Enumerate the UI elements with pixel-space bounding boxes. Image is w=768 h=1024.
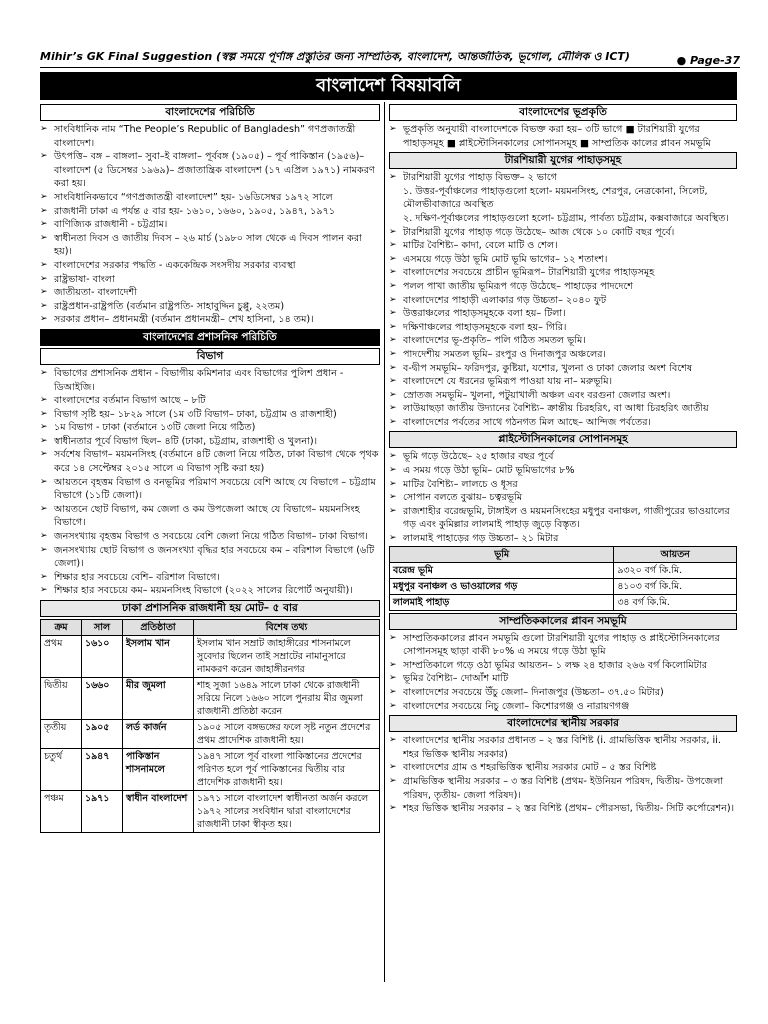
list-item: ➢ বিভাগ সৃষ্টি হয়– ১৮২৯ সালে (১ম ৩টি বিভাগ– ঢাকা, চট্টগ্রাম ও রাজশাহী)	[40, 408, 380, 422]
left-column	[40, 102, 380, 833]
table-cell: মধুপুর বনাঞ্চল ও ভাওয়ালের গড়	[390, 578, 614, 594]
table-header-row	[390, 546, 737, 562]
header-title: Mihir’s GK Final Suggestion (স্বল্প সময়ে পূর্ণাঙ্গ প্রস্তুতির জন্য সাম্প্রতিক, বাংলাদেশ, আন্তর্জাতিক, ভূগোল, মৌলিক ও ICT)	[40, 51, 630, 63]
list-item: ➢ গ্রামভিত্তিক স্থানীয় সরকার – ৩ স্তর বিশিষ্ট (প্রথম- ইউনিয়ন পরিষদ, দ্বিতীয়- উপজেলা পরিষদ, তৃতীয়- জেলা পরিষদ)।	[389, 775, 737, 802]
table-cell: স্বাধীন বাংলাদেশ	[123, 791, 194, 833]
list-item: ➢ ভূপ্রকৃতি অনুযায়ী বাংলাদেশকে বিভক্ত করা হয়– ৩টি ভাগে ■ টারশিয়ারী যুগের পাহাড়সমূহ ■ প্লাইস্টোসিনকালের সোপানসমূহ ■ সাম্প্রতিক কালের প্লাবন সমভূমি	[389, 123, 737, 150]
list-item: ➢ আয়তনে ছোট বিভাগ, কম জেলা ও কম উপজেলা আছে যে বিভাগে– ময়মনসিংহ বিভাগে।	[40, 503, 380, 530]
list-item: ➢ শিক্ষার হার সবচেয়ে কম– ময়মনসিংহ বিভাগে (২০২২ সালের রিপোর্ট অনুযায়ী)।	[40, 584, 380, 598]
list-item: ➢ মাটির বৈশিষ্ট্য– লালচে ও ধূসর	[389, 478, 737, 492]
table-row	[41, 791, 380, 833]
list-item: ➢ সাংবিধানিকভাবে “গণপ্রজাতন্ত্রী বাংলাদেশ” হয়- ১৬ডিসেম্বর ১৯৭২ সালে	[40, 191, 380, 205]
list-item: ➢ লালমাই পাহাড়ের গড় উচ্চতা– ২১ মিটার	[389, 532, 737, 546]
list-item: ➢ সর্বশেষ বিভাগ– ময়মনসিংহ (বর্তমানে ৪টি জেলা নিয়ে গঠিত, ঢাকা বিভাগ থেকে পৃথক করে ১৪ সেপ্টেম্বর ২০১৫ সালে এ বিভাগ সৃষ্টি করা হয়)	[40, 448, 380, 475]
list-item: ➢ সাম্প্রতিকালে গড়ে ওঠা ভূমির আয়তন– ১ লক্ষ ২৪ হাজার ২৬৬ বর্গ কিলোমিটার	[389, 659, 737, 673]
list-item: ➢ আয়তনে বৃহত্তম বিভাগ ও বনভূমির পরিমাণ সবচেয়ে বেশি আছে যে বিভাগে – চট্টগ্রাম বিভাগে (১১টি জেলা)।	[40, 476, 380, 503]
right-sec3-list	[389, 450, 737, 545]
section-subtitle: বিভাগ	[40, 348, 380, 365]
table-cell: ১৬৬০	[82, 678, 123, 720]
list-item: ➢ ব-দ্বীপ সমভূমি– ফরিদপুর, কুষ্টিয়া, যশোর, খুলনা ও ঢাকা জেলার অংশ বিশেষ	[389, 362, 737, 376]
list-item: ➢ বিভাগের প্রশাসনিক প্রধান - বিভাগীয় কমিশনার এবং বিভাগের পুলিশ প্রধান - ডিআইজি।	[40, 367, 380, 394]
list-item: ➢ টারশিয়ারী যুগের পাহাড় বিভক্ত– ২ ভাগে	[389, 171, 737, 185]
table-cell: ১৯৭১	[82, 791, 123, 833]
table-row	[390, 562, 737, 578]
section-title: সাম্প্রতিককালের প্লাবন সমভূমি	[389, 613, 737, 630]
list-item: ➢ জনসংখ্যায় বৃহত্তম বিভাগ ও সবচেয়ে বেশি জেলা নিয়ে গঠিত বিভাগ– ঢাকা বিভাগ।	[40, 530, 380, 544]
main-banner: বাংলাদেশ বিষয়াবলি	[40, 72, 737, 100]
table-cell: ৯৩২০ বর্গ কি.মি.	[614, 562, 737, 578]
list-item: ➢ বাংলাদেশের স্থানীয় সরকার প্রধানত – ২ স্তর বিশিষ্ট (i. গ্রামভিত্তিক স্থানীয় সরকার, ii. শহর ভিত্তিক স্থানীয় সরকার)	[389, 734, 737, 761]
list-item: ➢ বাংলাদেশের সবচেয়ে উঁচু জেলা– দিনাজপুর (উচ্চতা– ৩৭.৫০ মিটার)	[389, 686, 737, 700]
list-item: ➢ স্বাধীনতার পূর্বে বিভাগ ছিল– ৪টি (ঢাকা, চট্টগ্রাম, রাজশাহী ও খুলনা)।	[40, 435, 380, 449]
right-sec1-list	[389, 123, 737, 150]
table-header-row	[41, 620, 380, 636]
list-item: ➢ বাংলাদেশের সরকার পদ্ধতি - এককেন্দ্রিক সংসদীয় সরকার ব্যবস্থা	[40, 259, 380, 273]
table-header: প্রতিষ্ঠাতা	[123, 620, 194, 636]
table-cell: ১৯৭১ সালে বাংলাদেশ স্বাধীনতা অর্জন করলে ১৯৭২ সালের সংবিধান দ্বারা বাংলাদেশের রাজধানী ঢাকা স্বীকৃত হয়।	[194, 791, 380, 833]
list-item: ➢ সরকার প্রধান– প্রধানমন্ত্রী (বর্তমান প্রধানমন্ত্রী– শেখ হাসিনা, ১৪ তম)।	[40, 313, 380, 327]
table-row	[390, 578, 737, 594]
section-title: প্লাইস্টোসিনকালের সোপানসমূহ	[389, 431, 737, 448]
table-cell: দ্বিতীয়	[41, 678, 82, 720]
table-cell: চতুর্থ	[41, 749, 82, 791]
list-item: ➢ জাতীয়তা- বাংলাদেশী	[40, 286, 380, 300]
sub-item: ১. উত্তর-পূর্বাঞ্চলের পাহাড়গুলো হলো- ময়মনসিংহ, শেরপুর, নেত্রকোনা, সিলেট, মৌলভীবাজারে অবস্থিত	[403, 185, 708, 211]
table-row	[41, 678, 380, 720]
column-divider	[384, 102, 385, 982]
table-cell: বরেন্দ্র ভূমি	[390, 562, 614, 578]
list-item: ➢ লাউয়াছড়া জাতীয় উদ্যানের বৈশিষ্ট্য– ক্রান্তীয় চিরহরিৎ, বা আধা চিরহরিৎ জাতীয়	[389, 402, 737, 416]
section-title: বাংলাদেশের স্থানীয় সরকার	[389, 715, 737, 732]
table-header: ক্রম	[41, 620, 82, 636]
list-item: ➢ এ সময় গড়ে উঠা ভূমি– মোট ভূমিভাগের ৮%	[389, 464, 737, 478]
table-header: আয়তন	[614, 546, 737, 562]
list-item: ➢ বাংলাদেশে যে ধরনের ভূমিরূপ পাওয়া যায় না– মরুভূমি।	[389, 375, 737, 389]
list-item: ➢ ১ম বিভাগ - ঢাকা (বর্তমানে ১৩টি জেলা নিয়ে গঠিত)	[40, 421, 380, 435]
left-sec1-list	[40, 123, 380, 327]
list-item: ➢ মাটির বৈশিষ্ট্য– কাদা, বেলে মাটি ও শেল।	[389, 239, 737, 253]
list-item: ➢ ভূমির বৈশিষ্ট্য– দোআঁশ মাটি	[389, 672, 737, 686]
table-cell: তৃতীয়	[41, 720, 82, 749]
list-item: ➢ বাংলাদেশের পাহাড়ী এলাকার গড় উচ্চতা– ২০৪০ ফুট	[389, 294, 737, 308]
table-cell: ১৯৪৭ সালে পূর্ব বাংলা পাকিস্তানের প্রদেশের পরিণত হলে পূর্ব পাকিস্তানের দ্বিতীয় বার প্রাদেশিক রাজধানী হয়।	[194, 749, 380, 791]
list-item: ➢ টারশিয়ারী যুগের পাহাড় গড়ে উঠেছে– আজ থেকে ১০ কোটি বছর পূর্বে।	[389, 226, 737, 240]
table-cell: লালমাই পাহাড়	[390, 594, 614, 610]
list-item: ➢ স্রোতজ সমভূমি– খুলনা, পটুয়াখালী অঞ্চল এবং বরগুনা জেলার অংশ।	[389, 389, 737, 403]
right-sec4-list	[389, 632, 737, 714]
list-item: ➢ বাংলাদেশের সবচেয়ে নিচু জেলা– কিশোরগঞ্জ ও নারায়ণগঞ্জ	[389, 700, 737, 714]
list-item: ➢ সাম্প্রতিককালের প্লাবন সমভূমি গুলো টারশিয়ারী যুগের পাহাড় ও প্লাইস্টোসিনকালের সোপানসমূহ ছাড়া বাকী ৮০% এ সময়ে গড়ে উঠা ভূমি	[389, 632, 737, 659]
table-cell: ১৯৪৭	[82, 749, 123, 791]
table-header: বিশেষ তথ্য	[194, 620, 380, 636]
list-item: ➢ দক্ষিণাঞ্চলের পাহাড়সমূহকে বলা হয়– গিরি।	[389, 321, 737, 335]
section-title: ঢাকা প্রশাসনিক রাজধানী হয় মোট– ৫ বার	[40, 600, 380, 617]
list-item: ➢ রাজধানী ঢাকা এ পর্যন্ত ৫ বার হয়- ১৬১০, ১৬৬০, ১৯০৫, ১৯৪৭, ১৯৭১	[40, 205, 380, 219]
list-item: ➢ বাণিজ্যিক রাজধানী - চট্টগ্রাম।	[40, 218, 380, 232]
table-cell: প্রথম	[41, 636, 82, 678]
table-cell: ১৬১০	[82, 636, 123, 678]
list-item: ➢ জনসংখ্যায় ছোট বিভাগ ও জনসংখ্যা বৃদ্ধির হার সবচেয়ে কম – বরিশাল বিভাগে (৬টি জেলা)।	[40, 544, 380, 571]
table-cell: লর্ড কার্জন	[123, 720, 194, 749]
list-item: ➢ বাংলাদেশের ভূ-প্রকৃতি– পলি গঠিত সমতল ভূমি।	[389, 334, 737, 348]
capital-table	[40, 619, 380, 833]
list-item: ➢ রাজশাহীর বরেন্দ্রভূমি, টাঙ্গাইল ও ময়মনসিংহের মধুপুর বনাঞ্চল, গাজীপুরের ভাওয়ালের গড় এবং কুমিল্লার লালমাই পাহাড় জুড়ে বিস্তৃত।	[389, 505, 737, 532]
section-title: বাংলাদেশের প্রশাসনিক পরিচিতি	[40, 329, 380, 346]
table-row	[41, 720, 380, 749]
page-number: ● Page-37	[676, 54, 740, 67]
right-sec5-list	[389, 734, 737, 816]
right-sec2-list	[389, 171, 737, 185]
table-cell: ১৯০৫ সালে বঙ্গভঙ্গের ফলে সৃষ্ট নতুন প্রদেশের প্রথম প্রাদেশিক রাজধানী হয়।	[194, 720, 380, 749]
table-cell: পাকিস্তান শাসনামলে	[123, 749, 194, 791]
page-header	[40, 51, 740, 68]
list-item: ➢ উৎপত্তি– বঙ্গ – বাঙ্গলা– সুবা–ই বাঙ্গলা– পূর্ববঙ্গ (১৯০৫) – পূর্ব পাকিস্তান (১৯৫৬)– বাংলাদেশ (৫ ডিসেম্বর ১৯৬৯)– প্রজাতান্ত্রিক বাংলাদেশ (১৭ এপ্রিল ১৯৭১) নামকরণ করা হয়।	[40, 150, 380, 191]
table-cell: শাহ সুজা ১৬৪৯ সালে ঢাকা থেকে রাজধানী সরিয়ে নিলে ১৬৬০ সালে পুনরায় মীর জুমলা রাজধানী প্রতিষ্ঠা করেন	[194, 678, 380, 720]
list-item: ➢ পলল পাখা জাতীয় ভূমিরূপ গড়ে উঠেছে– পাহাড়ের পাদদেশে	[389, 280, 737, 294]
table-cell: ৪১০৩ বর্গ কি.মি.	[614, 578, 737, 594]
list-item: ➢ বাংলাদেশের সবচেয়ে প্রাচীন ভূমিরূপ– টারশিয়ারী যুগের পাহাড়সমূহ	[389, 266, 737, 280]
list-item: ➢ বাংলাদেশের পর্বতের সাথে গঠনগত মিল আছে– আন্দিজ পর্বতের।	[389, 416, 737, 430]
list-item: ➢ এসময়ে গড়ে উঠা ভূমি মোট ভূমি ভাগের– ১২ শতাংশ।	[389, 253, 737, 267]
sub-item: ২. দক্ষিণ-পূর্বাঞ্চলের পাহাড়গুলো হলো- চট্টগ্রাম, পার্বত্য চট্টগ্রাম, কক্সবাজারে অবস্থিত।	[403, 212, 729, 224]
table-cell: ১৯০৫	[82, 720, 123, 749]
right-sec2-items	[389, 226, 737, 430]
list-item: ➢ রাষ্ট্রভাষা- বাংলা	[40, 273, 380, 287]
list-item: ➢ শহর ভিত্তিক স্থানীয় সরকার – ২ স্তর বিশিষ্ট (প্রথম– পৌরসভা, দ্বিতীয়- সিটি কর্পোরেশন)।	[389, 802, 737, 816]
list-item: ➢ ভূমি গড়ে উঠেছে– ২৫ হাজার বছর পূর্বে	[389, 450, 737, 464]
table-cell: ইসলাম খান সম্রাট জাহাঙ্গীরের শাসনামলে সুবেদার ছিলেন তাই সম্রাটের নামানুসারে নামকরণ করেন জাহাঙ্গীরনগর	[194, 636, 380, 678]
list-item: ➢ সাংবিধানিক নাম “The People’s Republic of Bangladesh” গণপ্রজাতন্ত্রী বাংলাদেশ।	[40, 123, 380, 150]
table-row	[41, 749, 380, 791]
table-cell: পঞ্চম	[41, 791, 82, 833]
table-row	[41, 636, 380, 678]
section-title: টারশিয়ারী যুগের পাহাড়সমূহ	[389, 152, 737, 169]
section-title: বাংলাদেশের পরিচিতি	[40, 104, 380, 121]
list-item: ➢ বাংলাদেশের বর্তমান বিভাগ আছে – ৮টি	[40, 394, 380, 408]
table-cell: ইসলাম খান	[123, 636, 194, 678]
table-header: সাল	[82, 620, 123, 636]
left-sec2-list	[40, 367, 380, 598]
list-item: ➢ সোপান বলতে বুঝায়– চত্বরভূমি	[389, 491, 737, 505]
table-cell: মীর জুমলা	[123, 678, 194, 720]
list-item: ➢ স্বাধীনতা দিবস ও জাতীয় দিবস – ২৬ মার্চ (১৯৮০ সাল থেকে এ দিবস পালন করা হয়)।	[40, 232, 380, 259]
list-item: ➢ রাষ্ট্রপ্রধান-রাষ্ট্রপতি (বর্তমান রাষ্ট্রপতি- সাহাবুদ্দিন চুপ্পু, ২২তম)	[40, 300, 380, 314]
list-item: ➢ বাংলাদেশের গ্রাম ও শহরভিত্তিক স্থানীয় সরকার মোট – ৫ স্তর বিশিষ্ট	[389, 761, 737, 775]
right-column	[389, 102, 737, 816]
table-row	[390, 594, 737, 610]
list-item: ➢ পাদদেশীয় সমতল ভূমি– রংপুর ও দিনাজপুর অঞ্চলের।	[389, 348, 737, 362]
table-cell: ৩৪ বর্গ কি.মি.	[614, 594, 737, 610]
table-header: ভূমি	[390, 546, 614, 562]
list-item: ➢ উত্তরাঞ্চলের পাহাড়সমূহকে বলা হয়– টিলা।	[389, 307, 737, 321]
list-item: ➢ শিক্ষার হার সবচেয়ে বেশি– বরিশাল বিভাগে।	[40, 571, 380, 585]
section-title: বাংলাদেশের ভূপ্রকৃতি	[389, 104, 737, 121]
land-area-table	[389, 546, 737, 611]
